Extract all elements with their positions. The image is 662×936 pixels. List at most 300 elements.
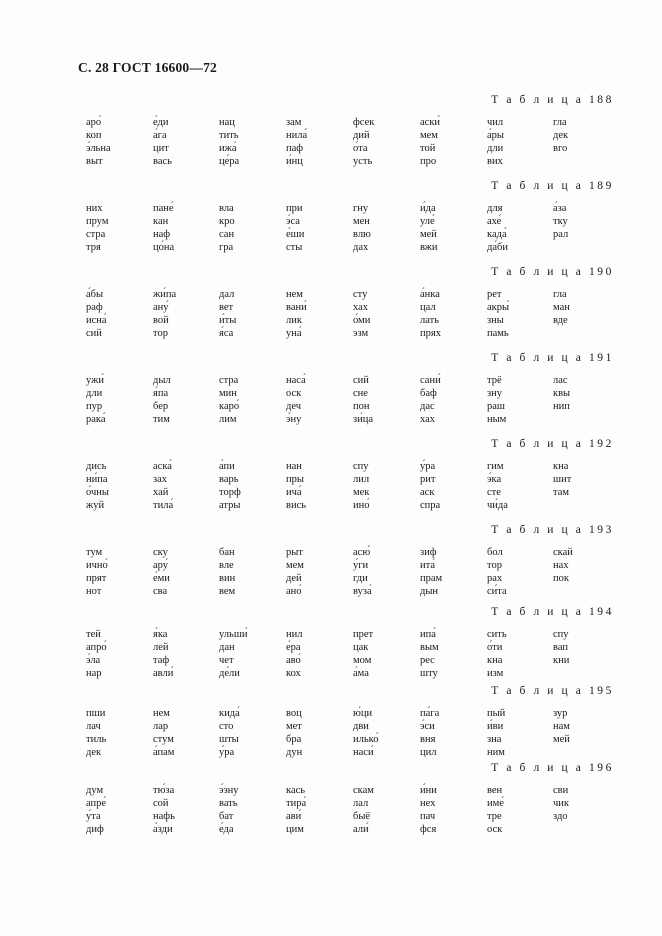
table-column bbox=[420, 202, 482, 254]
syllable-cell: шит bbox=[553, 474, 572, 485]
syllable-cell: выт bbox=[86, 156, 103, 167]
syllable-cell: варь bbox=[219, 474, 239, 485]
syllable-cell: пур bbox=[86, 401, 103, 412]
syllable-cell: дун bbox=[286, 747, 303, 758]
syllable-cell: и́ты bbox=[219, 315, 237, 326]
table-title: Т а б л и ц а 196 bbox=[491, 762, 614, 774]
syllable-cell: мей bbox=[553, 734, 570, 745]
syllable-cell: дум bbox=[86, 785, 104, 796]
table-column bbox=[353, 374, 415, 426]
syllable-cell: стум bbox=[153, 734, 174, 745]
table-column bbox=[420, 707, 482, 759]
syllable-cell: вап bbox=[553, 642, 568, 653]
syllable-cell: сту bbox=[353, 289, 368, 300]
syllable-cell: вым bbox=[420, 642, 439, 653]
syllable-cell: спу bbox=[553, 629, 569, 640]
syllable-cell: чил bbox=[487, 117, 504, 128]
syllable-cell: тей bbox=[86, 629, 101, 640]
syllable-cell: сви bbox=[553, 785, 569, 796]
syllable-cell: ично́ bbox=[86, 560, 108, 571]
syllable-cell: изм bbox=[487, 668, 504, 679]
table-title: Т а б л и ц а 191 bbox=[491, 352, 614, 364]
table-column bbox=[219, 374, 281, 426]
syllable-cell: чет bbox=[219, 655, 234, 666]
syllable-cell: сне bbox=[353, 388, 368, 399]
syllable-cell: баф bbox=[420, 388, 437, 399]
syllable-cell: и́нц bbox=[286, 156, 303, 167]
syllable-cell: вать bbox=[219, 798, 238, 809]
syllable-cell: це́ра bbox=[219, 156, 240, 167]
table-title: Т а б л и ц а 188 bbox=[491, 94, 614, 106]
syllable-cell: прет bbox=[353, 629, 374, 640]
syllable-cell: скам bbox=[353, 785, 374, 796]
syllable-cell: здо bbox=[553, 811, 568, 822]
syllable-cell: сте bbox=[487, 487, 501, 498]
syllable-cell: каро́ bbox=[219, 401, 240, 412]
table-column bbox=[553, 288, 615, 327]
syllable-cell: нан bbox=[286, 461, 302, 472]
table-column bbox=[219, 288, 281, 340]
syllable-cell: лим bbox=[219, 414, 237, 425]
syllable-cell: у́та bbox=[86, 811, 101, 822]
syllable-cell: илько́ bbox=[353, 734, 379, 745]
syllable-cell: бат bbox=[219, 811, 234, 822]
syllable-cell: ужи́ bbox=[86, 375, 104, 386]
table-column bbox=[286, 628, 348, 680]
syllable-cell: раш bbox=[487, 401, 505, 412]
table-column bbox=[487, 374, 549, 426]
syllable-cell: рет bbox=[487, 289, 502, 300]
table-column bbox=[553, 628, 615, 667]
syllable-cell: дал bbox=[219, 289, 235, 300]
syllable-cell: да́би bbox=[487, 242, 508, 253]
syllable-cell: вани́ bbox=[286, 302, 307, 313]
syllable-cell: атры bbox=[219, 500, 241, 511]
syllable-cell: рес bbox=[420, 655, 435, 666]
syllable-cell: там bbox=[553, 487, 570, 498]
syllable-cell: апро́ bbox=[86, 642, 107, 653]
syllable-cell: жи́па bbox=[153, 289, 177, 300]
syllable-cell: я́ка bbox=[153, 629, 168, 640]
syllable-cell: а́зди bbox=[153, 824, 173, 835]
syllable-cell: асю́ bbox=[353, 547, 371, 558]
syllable-cell: фся bbox=[420, 824, 437, 835]
syllable-cell: э́зну bbox=[219, 785, 239, 796]
syllable-cell: апре́ bbox=[86, 798, 107, 809]
syllable-cell: ипа́ bbox=[420, 629, 436, 640]
syllable-cell: вих bbox=[487, 156, 503, 167]
table-column bbox=[487, 116, 549, 168]
syllable-cell: э́ну bbox=[286, 414, 302, 425]
table-column bbox=[553, 374, 615, 413]
syllable-cell: рака́ bbox=[86, 414, 106, 425]
syllable-cell: наси́ bbox=[353, 747, 374, 758]
syllable-cell: оск bbox=[487, 824, 503, 835]
syllable-cell: зам bbox=[286, 117, 302, 128]
syllable-cell: зур bbox=[553, 708, 568, 719]
syllable-cell: рит bbox=[420, 474, 436, 485]
table-column bbox=[153, 460, 215, 512]
syllable-cell: влю bbox=[353, 229, 371, 240]
syllable-cell: пши bbox=[86, 708, 106, 719]
syllable-cell: тку bbox=[553, 216, 568, 227]
syllable-cell: дас bbox=[420, 401, 435, 412]
syllable-cell: нех bbox=[420, 798, 436, 809]
syllable-cell: ни́па bbox=[86, 474, 108, 485]
table-column bbox=[219, 784, 281, 836]
table-title: Т а б л и ц а 193 bbox=[491, 524, 614, 536]
table-title: Т а б л и ц а 194 bbox=[491, 606, 614, 618]
syllable-cell: рыт bbox=[286, 547, 303, 558]
table-column bbox=[553, 460, 615, 499]
syllable-cell: э́льна bbox=[86, 143, 111, 154]
syllable-cell: цо́на bbox=[153, 242, 175, 253]
syllable-cell: зах bbox=[153, 474, 168, 485]
table-column bbox=[219, 460, 281, 512]
syllable-cell: хай bbox=[153, 487, 169, 498]
syllable-cell: тю́за bbox=[153, 785, 175, 796]
syllable-cell: па́га bbox=[420, 708, 440, 719]
syllable-cell: вла bbox=[219, 203, 234, 214]
syllable-cell: сани́ bbox=[420, 375, 441, 386]
table-column bbox=[286, 460, 348, 512]
syllable-cell: дан bbox=[219, 642, 235, 653]
syllable-cell: о́та bbox=[353, 143, 368, 154]
syllable-cell: сий bbox=[86, 328, 102, 339]
syllable-cell: чик bbox=[553, 798, 570, 809]
syllable-cell: сты bbox=[286, 242, 303, 253]
syllable-cell: наса́ bbox=[286, 375, 306, 386]
syllable-cell: дек bbox=[553, 130, 569, 141]
syllable-cell: ним bbox=[487, 747, 505, 758]
syllable-cell: таф bbox=[153, 655, 170, 666]
syllable-cell: кна bbox=[553, 461, 569, 472]
syllable-cell: вись bbox=[286, 500, 307, 511]
syllable-cell: бра bbox=[286, 734, 302, 745]
syllable-cell: раф bbox=[86, 302, 103, 313]
table-column bbox=[553, 202, 615, 241]
syllable-cell: вго bbox=[553, 143, 568, 154]
syllable-cell: аво́ bbox=[286, 655, 301, 666]
syllable-cell: фсек bbox=[353, 117, 375, 128]
syllable-cell: а́за bbox=[553, 203, 567, 214]
syllable-cell: вась bbox=[153, 156, 172, 167]
syllable-cell: а́га bbox=[153, 130, 167, 141]
table-column bbox=[286, 374, 348, 426]
syllable-cell: ару́ bbox=[153, 560, 169, 571]
syllable-cell: де́ли bbox=[219, 668, 240, 679]
syllable-cell: дах bbox=[353, 242, 369, 253]
syllable-cell: памь bbox=[487, 328, 509, 339]
syllable-cell: сто bbox=[219, 721, 234, 732]
table-column bbox=[86, 707, 148, 759]
table-column bbox=[86, 460, 148, 512]
syllable-cell: спра bbox=[420, 500, 441, 511]
table-title: Т а б л и ц а 195 bbox=[491, 685, 614, 697]
syllable-cell: пый bbox=[487, 708, 506, 719]
syllable-cell: тор bbox=[487, 560, 502, 571]
syllable-cell: е́да bbox=[219, 824, 234, 835]
table-column bbox=[353, 707, 415, 759]
syllable-cell: лать bbox=[420, 315, 440, 326]
syllable-cell: тила́ bbox=[153, 500, 174, 511]
syllable-cell: мем bbox=[420, 130, 438, 141]
syllable-cell: сить bbox=[487, 629, 507, 640]
syllable-cell: лил bbox=[353, 474, 370, 485]
syllable-cell: кни bbox=[553, 655, 570, 666]
syllable-cell: вня bbox=[420, 734, 436, 745]
syllable-cell: ича́ bbox=[286, 487, 302, 498]
syllable-cell: пач bbox=[420, 811, 436, 822]
syllable-cell: ино́ bbox=[353, 500, 370, 511]
syllable-cell: а́нка bbox=[420, 289, 440, 300]
table-column bbox=[487, 707, 549, 759]
syllable-cell: о́ми bbox=[353, 315, 371, 326]
syllable-cell: воц bbox=[286, 708, 302, 719]
table-column bbox=[153, 202, 215, 254]
syllable-cell: кох bbox=[286, 668, 301, 679]
syllable-cell: для bbox=[487, 203, 503, 214]
syllable-cell: я́са bbox=[219, 328, 234, 339]
syllable-cell: нил bbox=[286, 629, 303, 640]
syllable-cell: э́са bbox=[286, 216, 300, 227]
table-column bbox=[86, 116, 148, 168]
syllable-cell: ман bbox=[553, 302, 570, 313]
table-column bbox=[286, 288, 348, 340]
table-column bbox=[420, 546, 482, 598]
syllable-cell: нар bbox=[86, 668, 102, 679]
syllable-cell: пон bbox=[353, 401, 370, 412]
syllable-cell: дись bbox=[86, 461, 107, 472]
syllable-cell: аск bbox=[420, 487, 435, 498]
table-column bbox=[153, 374, 215, 426]
syllable-cell: уле́ bbox=[420, 216, 435, 227]
syllable-cell: тира́ bbox=[286, 798, 307, 809]
syllable-cell: гра bbox=[219, 242, 234, 253]
syllable-cell: тре bbox=[487, 811, 502, 822]
syllable-cell: гну bbox=[353, 203, 369, 214]
syllable-cell: име́ bbox=[487, 798, 504, 809]
syllable-cell: а́ры bbox=[487, 130, 504, 141]
syllable-cell: прят bbox=[86, 573, 107, 584]
table-column bbox=[86, 784, 148, 836]
syllable-cell: дви bbox=[353, 721, 369, 732]
syllable-cell: тум bbox=[86, 547, 103, 558]
syllable-cell: кан bbox=[153, 216, 169, 227]
syllable-cell: нац bbox=[219, 117, 235, 128]
syllable-cell: цал bbox=[420, 302, 436, 313]
syllable-cell: у́ра bbox=[420, 461, 436, 472]
syllable-cell: той bbox=[420, 143, 436, 154]
syllable-cell: сой bbox=[153, 798, 169, 809]
syllable-cell: о́ти bbox=[487, 642, 503, 653]
syllable-cell: е́ра bbox=[286, 642, 301, 653]
syllable-cell: дли bbox=[86, 388, 103, 399]
syllable-cell: аски́ bbox=[420, 117, 441, 128]
table-column bbox=[86, 374, 148, 426]
syllable-cell: паф bbox=[286, 143, 304, 154]
syllable-cell: тим bbox=[153, 414, 170, 425]
syllable-cell: шты bbox=[219, 734, 239, 745]
syllable-cell: мен bbox=[353, 216, 370, 227]
syllable-cell: акры́ bbox=[487, 302, 510, 313]
syllable-cell: дын bbox=[420, 586, 439, 597]
table-column bbox=[286, 546, 348, 598]
syllable-cell: а́ма bbox=[353, 668, 369, 679]
table-title: Т а б л и ц а 190 bbox=[491, 266, 614, 278]
table-column bbox=[153, 288, 215, 340]
syllable-cell: лей bbox=[153, 642, 169, 653]
syllable-cell: а́пи bbox=[219, 461, 235, 472]
syllable-cell: авли́ bbox=[153, 668, 174, 679]
table-column bbox=[420, 460, 482, 512]
syllable-cell: э́си bbox=[420, 721, 435, 732]
syllable-cell: деч bbox=[286, 401, 302, 412]
syllable-cell: торф bbox=[219, 487, 241, 498]
table-column bbox=[153, 116, 215, 168]
syllable-cell: прях bbox=[420, 328, 441, 339]
table-column bbox=[553, 116, 615, 155]
table-column bbox=[353, 116, 415, 168]
syllable-cell: пок bbox=[553, 573, 569, 584]
syllable-cell: оск bbox=[286, 388, 302, 399]
syllable-cell: мет bbox=[286, 721, 302, 732]
table-column bbox=[553, 784, 615, 823]
syllable-cell: лик bbox=[286, 315, 302, 326]
syllable-cell: ижа́ bbox=[219, 143, 237, 154]
syllable-cell: хах bbox=[420, 414, 436, 425]
syllable-cell: нила́ bbox=[286, 130, 308, 141]
syllable-cell: рал bbox=[553, 229, 569, 240]
syllable-cell: али́ bbox=[353, 824, 369, 835]
syllable-cell: прам bbox=[420, 573, 443, 584]
syllable-cell: аро́ bbox=[86, 117, 102, 128]
syllable-cell: сан bbox=[219, 229, 235, 240]
syllable-cell: бер bbox=[153, 401, 169, 412]
syllable-cell: тор bbox=[153, 328, 168, 339]
table-column bbox=[487, 460, 549, 512]
syllable-cell: ита́ bbox=[420, 560, 435, 571]
syllable-cell: стра bbox=[219, 375, 239, 386]
table-column bbox=[153, 784, 215, 836]
syllable-cell: трё bbox=[487, 375, 502, 386]
syllable-cell: нам bbox=[553, 721, 570, 732]
syllable-cell: и́да bbox=[420, 203, 436, 214]
syllable-cell: гла bbox=[553, 289, 567, 300]
syllable-cell: а́пам bbox=[153, 747, 175, 758]
syllable-cell: жуй bbox=[86, 500, 105, 511]
table-column bbox=[286, 202, 348, 254]
syllable-cell: бол bbox=[487, 547, 503, 558]
syllable-cell: вем bbox=[219, 586, 236, 597]
syllable-cell: сва bbox=[153, 586, 168, 597]
syllable-cell: мом bbox=[353, 655, 372, 666]
table-column bbox=[487, 288, 549, 340]
syllable-cell: вжи bbox=[420, 242, 438, 253]
syllable-cell: гла bbox=[553, 117, 567, 128]
table-column bbox=[86, 628, 148, 680]
table-column bbox=[286, 116, 348, 168]
syllable-cell: о́чны bbox=[86, 487, 109, 498]
syllable-cell: и́ни bbox=[420, 785, 437, 796]
syllable-cell: тря bbox=[86, 242, 101, 253]
syllable-cell: зну bbox=[487, 388, 503, 399]
syllable-cell: нем bbox=[286, 289, 303, 300]
syllable-cell: пане́ bbox=[153, 203, 174, 214]
syllable-cell: е́ми bbox=[153, 573, 170, 584]
syllable-cell: вой bbox=[153, 315, 169, 326]
table-column bbox=[420, 116, 482, 168]
table-column bbox=[487, 546, 549, 598]
syllable-cell: при bbox=[286, 203, 303, 214]
syllable-cell: квы bbox=[553, 388, 571, 399]
syllable-cell: вле bbox=[219, 560, 234, 571]
syllable-cell: зи́ца bbox=[353, 414, 374, 425]
syllable-cell: мин bbox=[219, 388, 237, 399]
table-column bbox=[219, 628, 281, 680]
syllable-cell: стра bbox=[86, 229, 106, 240]
syllable-cell: вин bbox=[219, 573, 236, 584]
table-column bbox=[353, 784, 415, 836]
table-column bbox=[86, 546, 148, 598]
table-column bbox=[219, 707, 281, 759]
syllable-cell: нот bbox=[86, 586, 102, 597]
table-column bbox=[286, 707, 348, 759]
syllable-cell: дли bbox=[487, 143, 504, 154]
syllable-cell: и́ви bbox=[487, 721, 504, 732]
syllable-cell: усть bbox=[353, 156, 373, 167]
syllable-cell: уна́ bbox=[286, 328, 302, 339]
table-column bbox=[420, 784, 482, 836]
syllable-cell: прум bbox=[86, 216, 109, 227]
table-column bbox=[353, 460, 415, 512]
syllable-cell: вуза́ bbox=[353, 586, 372, 597]
syllable-cell: мек bbox=[353, 487, 370, 498]
syllable-cell: я́па bbox=[153, 388, 169, 399]
table-column bbox=[86, 288, 148, 340]
syllable-cell: быё bbox=[353, 811, 371, 822]
syllable-cell: е́ши bbox=[286, 229, 305, 240]
syllable-cell: нафь bbox=[153, 811, 175, 822]
table-title: Т а б л и ц а 192 bbox=[491, 438, 614, 450]
table-column bbox=[353, 202, 415, 254]
syllable-cell: цил bbox=[420, 747, 437, 758]
syllable-cell: када́ bbox=[487, 229, 507, 240]
syllable-cell: дей bbox=[286, 573, 302, 584]
syllable-cell: шту bbox=[420, 668, 438, 679]
syllable-cell: тиль bbox=[86, 734, 107, 745]
syllable-cell: цак bbox=[353, 642, 369, 653]
table-column bbox=[553, 707, 615, 746]
syllable-cell: кна bbox=[487, 655, 503, 666]
syllable-cell: тить bbox=[219, 130, 239, 141]
syllable-cell: е́ди bbox=[153, 117, 169, 128]
syllable-cell: зна bbox=[487, 734, 502, 745]
syllable-cell: нип bbox=[553, 401, 570, 412]
syllable-cell: дий bbox=[353, 130, 370, 141]
syllable-cell: у́ги bbox=[353, 560, 369, 571]
table-column bbox=[86, 202, 148, 254]
table-column bbox=[219, 116, 281, 168]
syllable-cell: вен bbox=[487, 785, 503, 796]
syllable-cell: диф bbox=[86, 824, 104, 835]
syllable-cell: зны bbox=[487, 315, 504, 326]
syllable-cell: у́ра bbox=[219, 747, 235, 758]
syllable-cell: скай bbox=[553, 547, 573, 558]
syllable-cell: мем bbox=[286, 560, 304, 571]
syllable-cell: дек bbox=[86, 747, 102, 758]
syllable-cell: дыл bbox=[153, 375, 171, 386]
